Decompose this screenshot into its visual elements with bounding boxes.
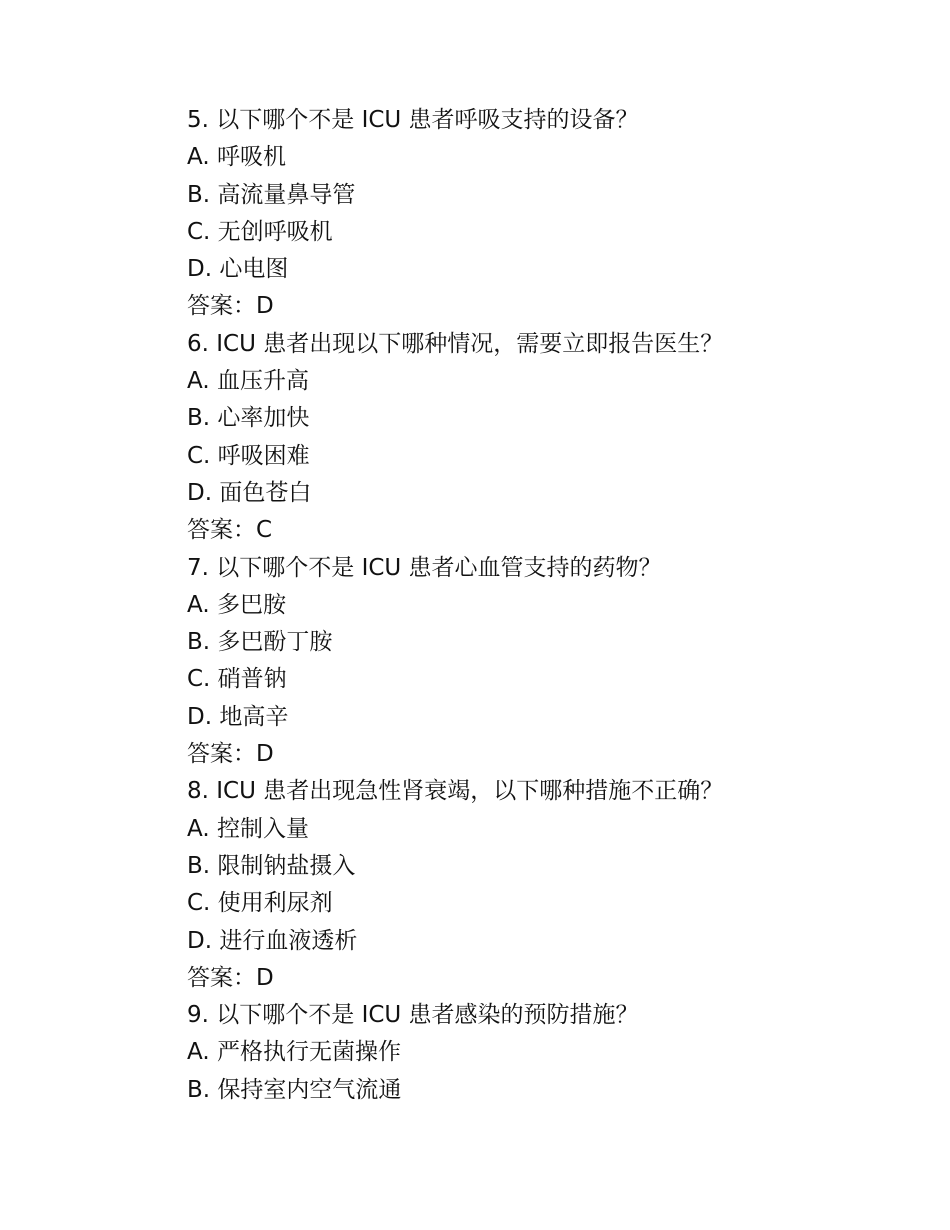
option-c: C. 呼吸困难 [187, 442, 310, 469]
option-b: B. 保持室内空气流通 [187, 1076, 402, 1103]
answer: 答案：D [187, 293, 274, 320]
option-c: C. 硝普钠 [187, 666, 287, 693]
question-8: 8. ICU 患者出现急性肾衰竭，以下哪种措施不正确？ [187, 778, 724, 805]
option-d: D. 进行血液透析 [187, 927, 358, 954]
question-9: 9. 以下哪个不是 ICU 患者感染的预防措施？ [187, 1002, 639, 1029]
option-c: C. 使用利尿剂 [187, 890, 333, 917]
option-b: B. 限制钠盐摄入 [187, 852, 356, 879]
option-d: D. 面色苍白 [187, 479, 312, 506]
option-a: A. 控制入量 [187, 815, 309, 842]
option-a: A. 严格执行无菌操作 [187, 1039, 401, 1066]
document-body [187, 102, 807, 1109]
option-a: A. 血压升高 [187, 368, 309, 395]
option-c: C. 无创呼吸机 [187, 218, 333, 245]
option-b: B. 心率加快 [187, 405, 310, 432]
option-b: B. 多巴酚丁胺 [187, 629, 333, 656]
option-a: A. 呼吸机 [187, 144, 286, 171]
question-5: 5. 以下哪个不是 ICU 患者呼吸支持的设备？ [187, 107, 639, 133]
answer: 答案：D [187, 964, 274, 991]
option-a: A. 多巴胺 [187, 591, 286, 618]
option-d: D. 心电图 [187, 256, 289, 283]
answer: 答案：C [187, 517, 273, 544]
answer: 答案：D [187, 741, 274, 768]
question-7: 7. 以下哪个不是 ICU 患者心血管支持的药物？ [187, 554, 662, 581]
option-d: D. 地高辛 [187, 703, 289, 730]
option-b: B. 高流量鼻导管 [187, 181, 356, 208]
question-6: 6. ICU 患者出现以下哪种情况，需要立即报告医生？ [187, 330, 724, 357]
